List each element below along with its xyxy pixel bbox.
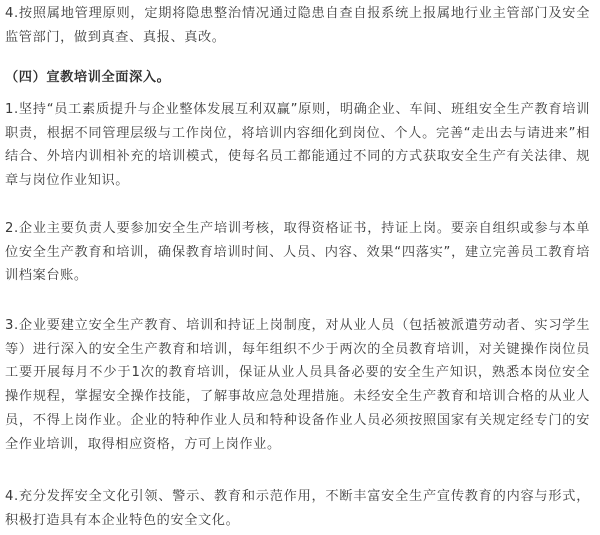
paragraph-training-principle: 1.坚持“员工素质提升与企业整体发展互利双赢”原则，明确企业、车间、班组安全生产教育培训职责，根据不同管理层级与工作岗位，将培训内容细化到岗位、个人。完善“走出去与请进来”相结合、外培内训相补充的培训模式，使每名员工都能通过不同的方式获取安全生产有关法律、规章与岗位作业知识。 bbox=[5, 102, 590, 189]
paragraph-safety-culture: 4.充分发挥安全文化引领、警示、教育和示范作用，不断丰富安全生产宣传教育的内容与形式，积极打造具有本企业特色的安全文化。 bbox=[5, 489, 590, 528]
paragraph-hazard-reporting: 4.按照属地管理原则，定期将隐患整治情况通过隐患自查自报系统上报属地行业主管部门及安全监管部门，做到真查、真报、真改。 bbox=[5, 6, 590, 45]
section-heading: （四）宣教培训全面深入。 bbox=[5, 70, 171, 85]
paragraph-training-system: 3.企业要建立安全生产教育、培训和持证上岗制度，对从业人员（包括被派遣劳动者、实习学生等）进行深入的安全生产教育和培训，每年组织不少于两次的全员教育培训，对关键操作岗位员工要开展每月不少于1次的教育培训，保证从业人员具备必要的安全生产知识，熟悉本岗位安全操作规程，掌握安全操作技能，了解事故应急处理措施。未经安全生产教育和培训合格的从业人员，不得上岗作业。企业的特种作业人员和特种设备作业人员必须按照国家有关规定经专门的安全作业培训，取得相应资格，方可上岗作业。 bbox=[5, 318, 590, 452]
paragraph-leader-certification: 2.企业主要负责人要参加安全生产培训考核，取得资格证书，持证上岗。要亲自组织或参与本单位安全生产教育和培训，确保教育培训时间、人员、内容、效果“四落实”，建立完善员工教育培训档案台账。 bbox=[5, 221, 590, 284]
